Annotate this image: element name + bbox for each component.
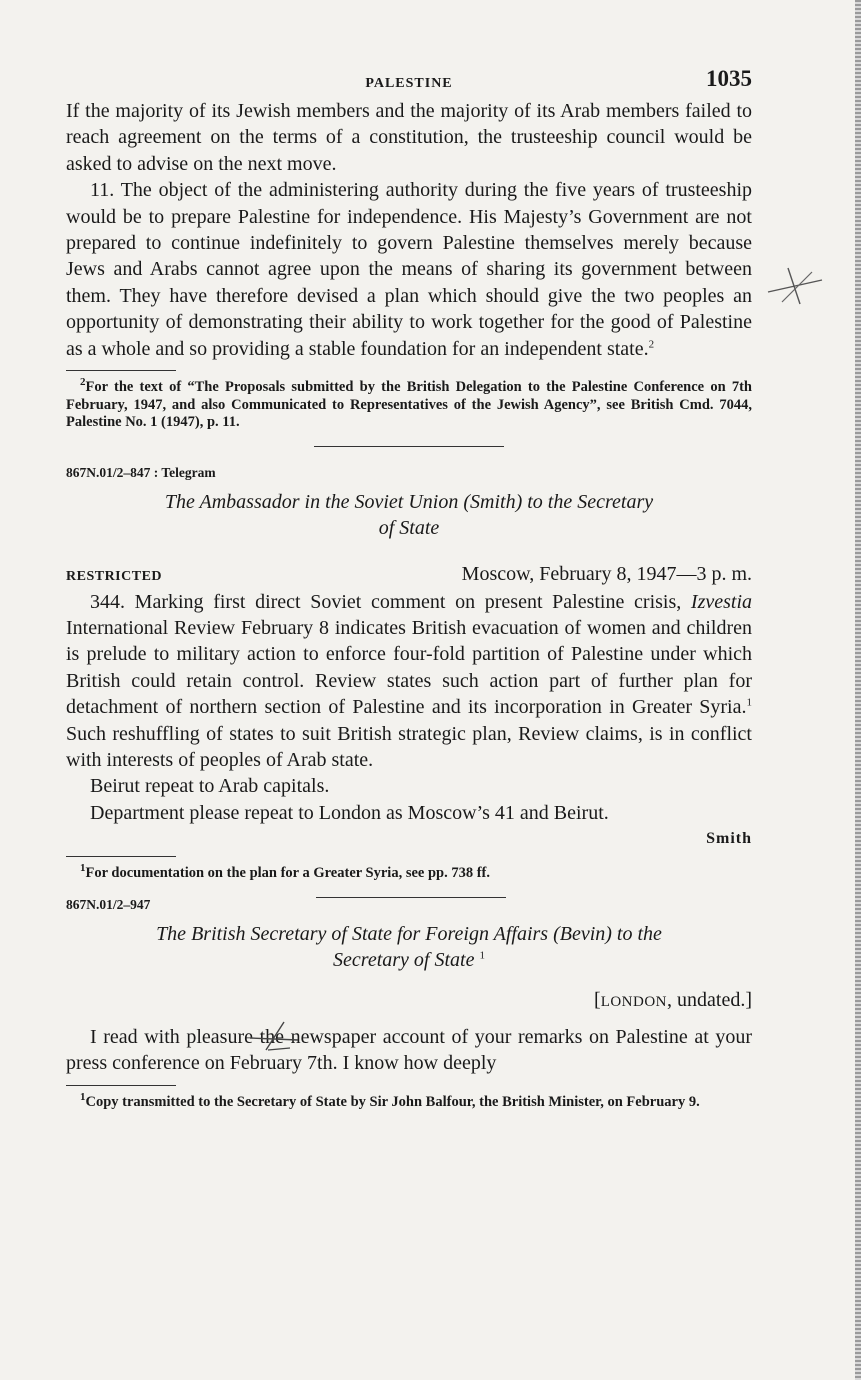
document-page [66, 66, 752, 1111]
document-title-2-line-1: The British Secretary of State for Foreign Affairs (Bevin) to the [156, 922, 662, 945]
newspaper-name: Izvestia [690, 590, 752, 613]
running-head: PALESTINE [365, 76, 453, 91]
section-divider [314, 446, 504, 447]
classification-line [66, 563, 752, 589]
spacer [66, 1012, 752, 1024]
dateline: Moscow, February 8, 1947—3 p. m. [461, 562, 752, 585]
page-number: 1035 [706, 66, 752, 91]
footnote-rule [66, 370, 176, 371]
telegram-paragraph-344 [66, 589, 752, 774]
footnote-2-text: For the text of “The Proposals submitted by the British Delegation to the Palestine Conference on 7th February, 1947, and also Communicated to Representatives of the Jewish Agency”, see British Cmd. 7044, Palestine No. 1 (1947), p. 11. [66, 379, 752, 431]
telegram-paragraph-tail: Such reshuffling of states to suit British strategic plan, Review claims, is in conflict with interests of peoples of Arab state. [66, 722, 752, 771]
footnote-1 [66, 862, 752, 883]
document-title-line-1: The Ambassador in the Soviet Union (Smith) to the Secretary [164, 490, 654, 513]
place-rest: , undated.] [667, 988, 752, 1011]
scan-edge [855, 0, 861, 1380]
footnote-1-mark: 1 [80, 862, 86, 875]
document-title-2-line-2 [66, 947, 752, 973]
footnote-rule [66, 1085, 176, 1086]
margin-pencil-mark [760, 262, 830, 312]
footnote-ref-1: 1 [746, 696, 752, 709]
doc2-ref-row [66, 883, 752, 917]
place-name: LONDON [600, 993, 668, 1010]
footnote-ref-2: 2 [648, 338, 655, 350]
signature: Smith [706, 830, 752, 848]
telegram-paragraph-2: Beirut repeat to Arab capitals. [90, 775, 330, 798]
footnote-2-mark: 2 [80, 376, 86, 389]
document-title-2-line-2-text: Secretary of State [333, 948, 475, 971]
telegram-paragraph-start: 344. Marking first direct Soviet comment on present Palestine crisis, [90, 590, 691, 613]
place-bracket: [ [594, 988, 601, 1011]
footnote-1b-text: Copy transmitted to the Secretary of State by Sir John Balfour, the British Minister, on February 9. [85, 1093, 700, 1110]
footnote-1b [66, 1090, 752, 1112]
telegram-paragraph-3: Department please repeat to London as Moscow’s 41 and Beirut. [90, 801, 609, 824]
page-header [66, 66, 752, 96]
section-divider-2 [316, 897, 506, 898]
paragraph-continued: If the majority of its Jewish members and the majority of its Arab members failed to reach agreement on the terms of a constitution, the trusteeship council would be asked to advise on the next move. [66, 100, 752, 175]
footnote-1-text: For documentation on the plan for a Greater Syria, see pp. 738 ff. [85, 865, 491, 882]
place-date [66, 989, 752, 1012]
document-title-line-2: of State [378, 516, 440, 539]
document-reference-2: 867N.01/2–947 [66, 896, 151, 912]
document-reference: 867N.01/2–847 : Telegram [66, 464, 216, 480]
classification: RESTRICTED [66, 568, 163, 584]
letter-paragraph: I read with pleasure the newspaper account of your remarks on Palestine at your press conference on February 7th. I know how deeply [66, 1025, 752, 1075]
footnote-1b-mark: 1 [80, 1090, 86, 1103]
paragraph-11-text: 11. The object of the administering authority during the five years of trusteeship would be to prepare Palestine for independence. His Majesty’s Government are not prepared to continue indefinitely to govern Palestine themselves merely because Jews and Arabs cannot agree upon the means of sharing its government between them. They have therefore devised a plan which should give the two peoples an opportunity of demonstrating their ability to work together for the good of Palestine as a whole and so providing a stable foundation for an independent state. [66, 179, 752, 360]
margin-pencil-mark-2 [244, 1018, 304, 1054]
footnote-rule [66, 856, 176, 857]
paragraph-11 [66, 177, 752, 362]
footnote-2 [66, 376, 752, 432]
telegram-paragraph-body: International Review February 8 indicates British evacuation of women and children is prelude to military action to enforce four-fold partition of Palestine under which British could retain control. Review states such action part of further plan for detachment of northern section of Palestine and its incorporation in Greater Syria. [66, 616, 752, 719]
footnote-ref-1b: 1 [479, 949, 485, 962]
document-title-2 [66, 921, 752, 973]
document-title [66, 489, 752, 541]
